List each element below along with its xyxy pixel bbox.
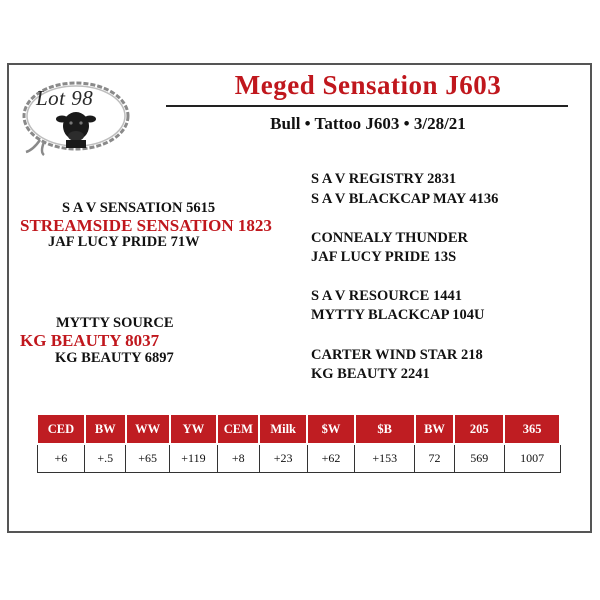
epd-header: $B bbox=[355, 414, 415, 444]
epd-header: BW bbox=[415, 414, 455, 444]
sire-dam-sire: CONNEALY THUNDER bbox=[311, 230, 468, 246]
dam-sire-dam: MYTTY BLACKCAP 104U bbox=[311, 307, 485, 323]
sire-sire: S A V SENSATION 5615 bbox=[62, 200, 216, 216]
sire-name: STREAMSIDE SENSATION 1823 bbox=[20, 216, 272, 235]
epd-value: +.5 bbox=[85, 444, 126, 473]
dam-dam-sire: CARTER WIND STAR 218 bbox=[311, 347, 483, 363]
epd-header: $W bbox=[307, 414, 355, 444]
epd-header: Milk bbox=[259, 414, 307, 444]
epd-value: +119 bbox=[170, 444, 218, 473]
animal-info: Bull • Tattoo J603 • 3/28/21 bbox=[270, 114, 466, 133]
epd-value: +62 bbox=[307, 444, 355, 473]
dam-name: KG BEAUTY 8037 bbox=[20, 331, 160, 350]
epd-value: +6 bbox=[37, 444, 85, 473]
epd-value: 569 bbox=[454, 444, 504, 473]
page-title: Meged Sensation J603 bbox=[234, 70, 502, 100]
dam-sire-sire: S A V RESOURCE 1441 bbox=[311, 288, 462, 304]
sire-sire-sire: S A V REGISTRY 2831 bbox=[311, 171, 457, 187]
lot-number: Lot 98 bbox=[36, 86, 94, 110]
sire-dam-dam: JAF LUCY PRIDE 13S bbox=[311, 249, 457, 265]
epd-table bbox=[36, 413, 561, 473]
epd-header: BW bbox=[85, 414, 126, 444]
epd-header: WW bbox=[126, 414, 170, 444]
dam-dam-dam: KG BEAUTY 2241 bbox=[311, 366, 430, 382]
epd-header-row bbox=[37, 414, 560, 444]
sire-dam: JAF LUCY PRIDE 71W bbox=[48, 234, 200, 250]
epd-value: 1007 bbox=[504, 444, 560, 473]
epd-value: +23 bbox=[259, 444, 307, 473]
epd-header: CED bbox=[37, 414, 85, 444]
epd-header: YW bbox=[170, 414, 218, 444]
epd-value: +153 bbox=[355, 444, 415, 473]
epd-value-row bbox=[37, 444, 560, 473]
dam-dam: KG BEAUTY 6897 bbox=[55, 350, 174, 366]
epd-value: +8 bbox=[217, 444, 259, 473]
epd-header: CEM bbox=[217, 414, 259, 444]
sire-sire-dam: S A V BLACKCAP MAY 4136 bbox=[311, 191, 499, 207]
epd-value: +65 bbox=[126, 444, 170, 473]
dam-sire: MYTTY SOURCE bbox=[56, 315, 174, 331]
epd-value: 72 bbox=[415, 444, 455, 473]
epd-header: 365 bbox=[504, 414, 560, 444]
epd-header: 205 bbox=[454, 414, 504, 444]
title-divider bbox=[166, 105, 568, 107]
